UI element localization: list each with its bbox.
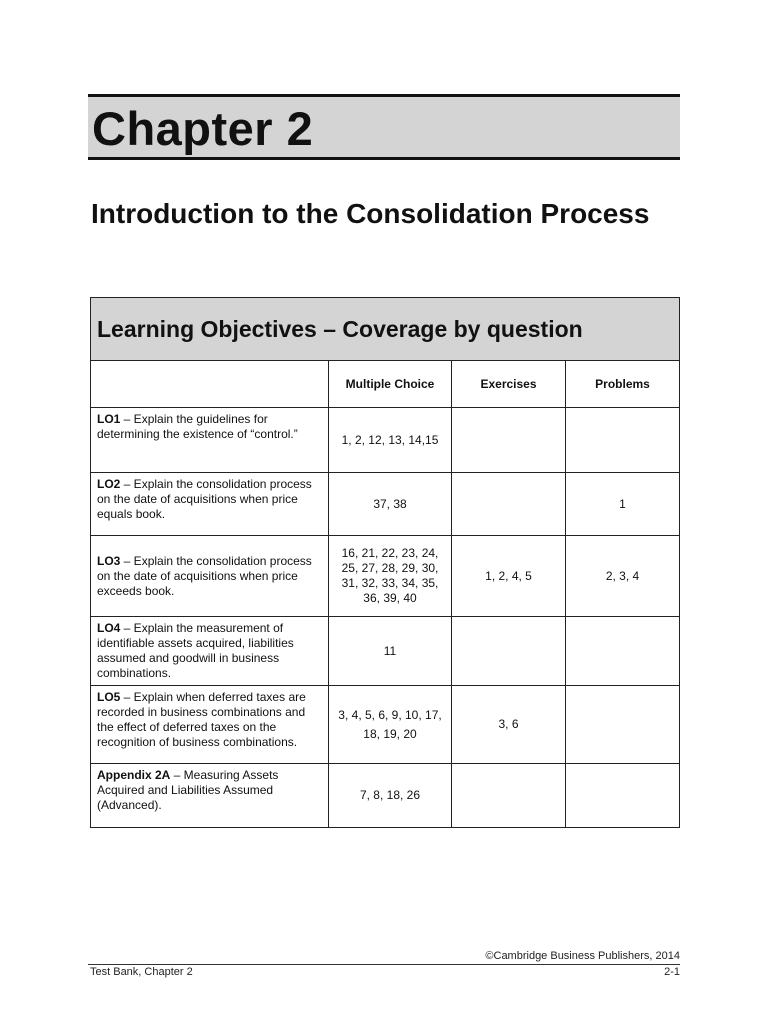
table-heading-row [91, 298, 680, 361]
footer-rule [88, 964, 680, 965]
objective-description: – Explain the consolidation process on the date of acquisitions when price exceeds book. [97, 553, 312, 598]
chapter-band [88, 94, 680, 160]
objective-code: Appendix 2A [97, 768, 171, 782]
objective-cell [91, 617, 329, 686]
footer-copyright: ©Cambridge Business Publishers, 2014 [485, 950, 680, 962]
problems-cell [566, 408, 680, 473]
problems-cell: 1 [566, 473, 680, 536]
multiple-choice-cell: 16, 21, 22, 23, 24, 25, 27, 28, 29, 30, 31, 32, 33, 34, 35, 36, 39, 40 [329, 536, 452, 617]
objective-code: LO4 [97, 621, 121, 635]
chapter-title: Chapter 2 [92, 102, 314, 155]
table-row [91, 536, 680, 617]
objective-cell [91, 536, 329, 617]
table-row [91, 686, 680, 764]
multiple-choice-cell: 37, 38 [329, 473, 452, 536]
table-row [91, 473, 680, 536]
objective-description: – Measuring Assets Acquired and Liabilities Assumed (Advanced). [97, 768, 279, 812]
objective-description: – Explain the measurement of identifiable assets acquired, liabilities assumed and goodwill in business combinations. [97, 621, 294, 680]
exercises-cell [452, 408, 566, 473]
problems-cell [566, 686, 680, 764]
problems-cell [566, 764, 680, 828]
exercises-cell [452, 764, 566, 828]
objective-code: LO2 [97, 477, 121, 491]
exercises-cell: 3, 6 [452, 686, 566, 764]
table-row [91, 408, 680, 473]
objective-description: – Explain when deferred taxes are recorded in business combinations and the effect of deferred taxes on the recognition of business combinations. [97, 690, 306, 749]
problems-cell: 2, 3, 4 [566, 536, 680, 617]
exercises-cell [452, 473, 566, 536]
objective-description: – Explain the guidelines for determining the existence of “control.” [97, 412, 298, 441]
column-header-problems: Problems [566, 361, 680, 408]
column-header-row [91, 361, 680, 408]
footer-book-title: Test Bank, Chapter 2 [90, 966, 193, 978]
footer-page-number: 2-1 [664, 966, 680, 978]
exercises-cell: 1, 2, 4, 5 [452, 536, 566, 617]
learning-objectives-table [90, 297, 680, 828]
objective-cell [91, 686, 329, 764]
objective-code: LO3 [97, 553, 121, 568]
table-row [91, 764, 680, 828]
problems-cell [566, 617, 680, 686]
objective-cell [91, 408, 329, 473]
column-header-multiple-choice: Multiple Choice [329, 361, 452, 408]
table-row [91, 617, 680, 686]
objective-code: LO5 [97, 690, 121, 704]
multiple-choice-cell: 11 [329, 617, 452, 686]
table-heading: Learning Objectives – Coverage by question [91, 298, 680, 361]
column-header-objective [91, 361, 329, 408]
column-header-exercises: Exercises [452, 361, 566, 408]
multiple-choice-cell: 3, 4, 5, 6, 9, 10, 17, 18, 19, 20 [329, 686, 452, 764]
multiple-choice-cell: 1, 2, 12, 13, 14,15 [329, 408, 452, 473]
exercises-cell [452, 617, 566, 686]
objective-cell [91, 764, 329, 828]
objective-description: – Explain the consolidation process on the date of acquisitions when price equals book. [97, 477, 312, 521]
objective-cell [91, 473, 329, 536]
multiple-choice-cell: 7, 8, 18, 26 [329, 764, 452, 828]
chapter-subtitle: Introduction to the Consolidation Process [91, 198, 650, 229]
objective-code: LO1 [97, 412, 121, 426]
